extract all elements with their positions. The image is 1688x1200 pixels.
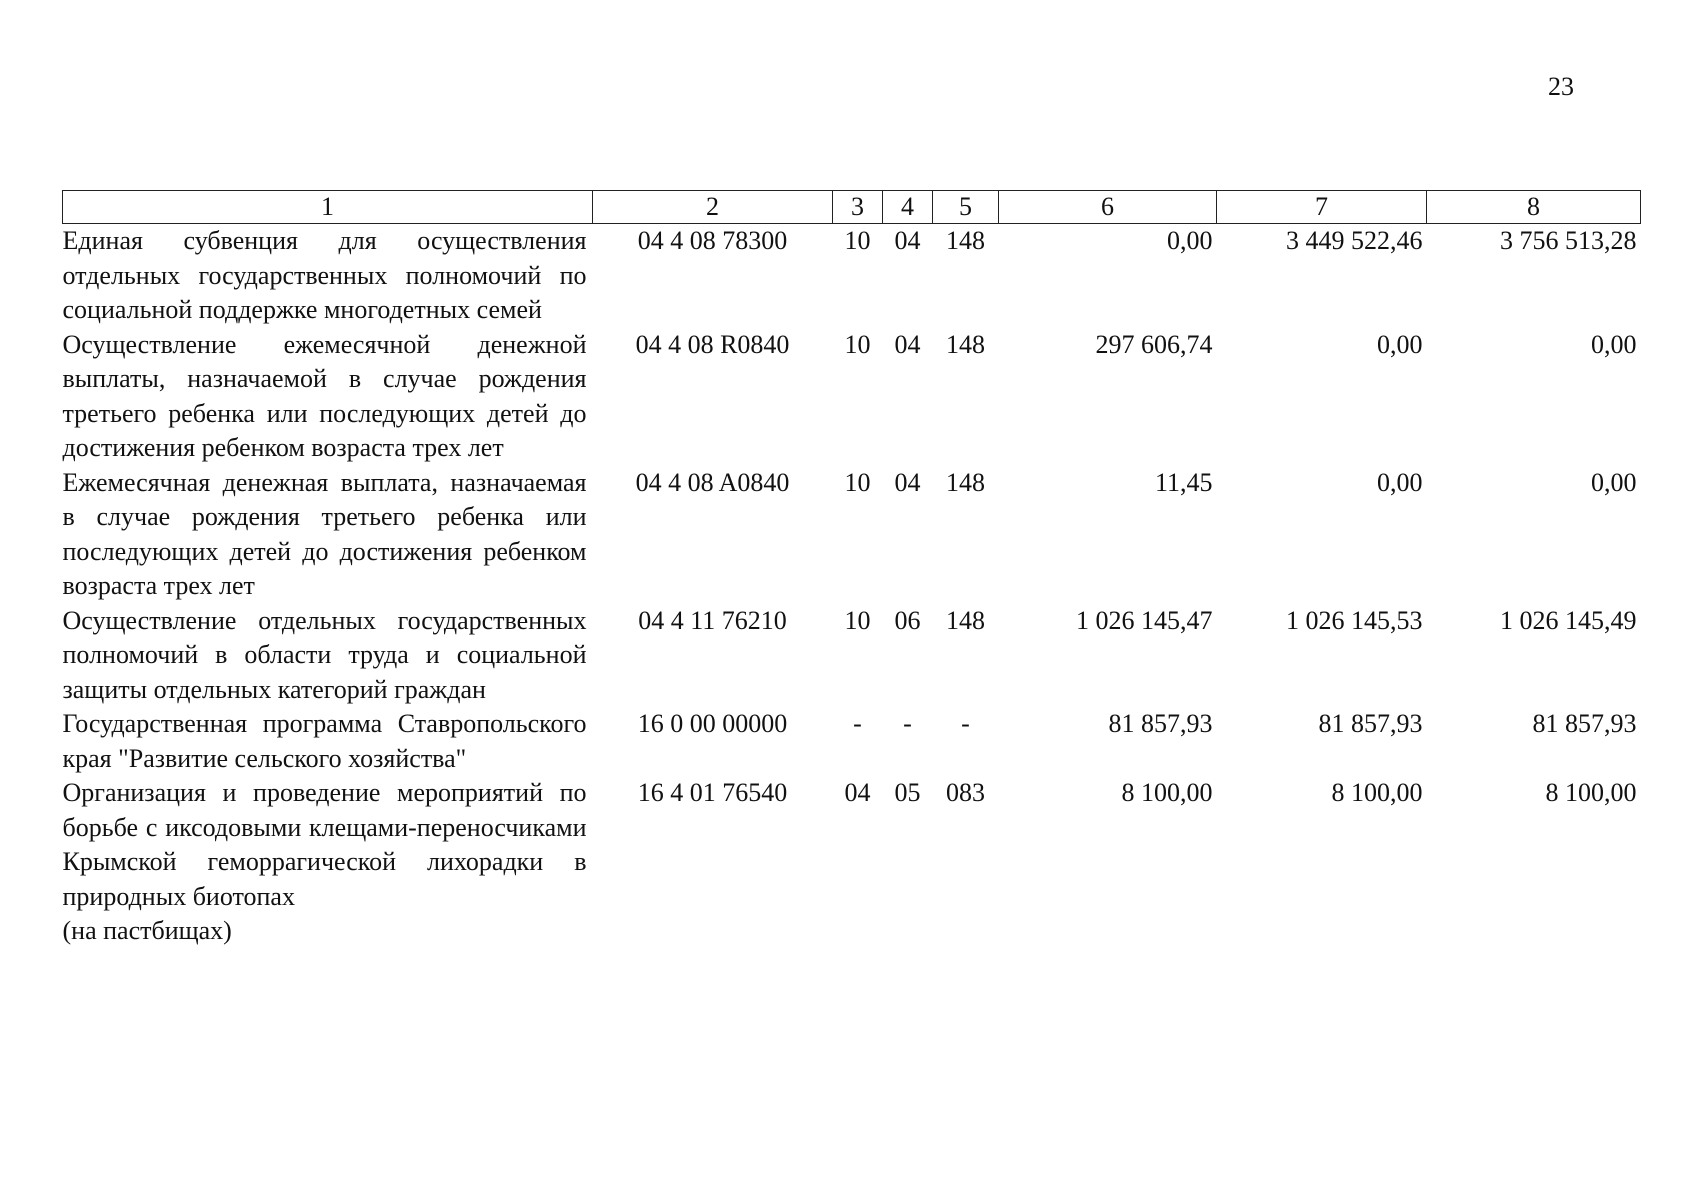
row-name: Ежемесячная денежная выплата, назначаемая в случае рождения третьего ребенка или последующих детей до достижения ребенком возраста трех лет xyxy=(62,467,587,600)
header-cell-4: 4 xyxy=(883,191,933,224)
row-col7: 8 100,00 xyxy=(1331,778,1423,807)
row-col3: 10 xyxy=(844,605,871,635)
row-col7: 1 026 145,53 xyxy=(1286,605,1423,635)
row-code: 16 0 00 00000 xyxy=(637,709,788,738)
row-name: Единая субвенция для осуществления отдельных государственных полномочий по социальной поддержке многодетных семей xyxy=(62,226,587,324)
row-col5: 148 xyxy=(946,329,985,359)
row-col4: 05 xyxy=(894,778,921,807)
row-col6: 11,45 xyxy=(1154,467,1213,497)
table-row xyxy=(63,776,1641,949)
row-col3: 10 xyxy=(844,467,871,497)
row-col6: 8 100,00 xyxy=(1121,778,1213,807)
row-col4: 06 xyxy=(894,605,921,635)
table-row xyxy=(63,328,1641,466)
header-cell-8: 8 xyxy=(1427,191,1641,224)
row-col4: 04 xyxy=(894,467,921,497)
page-number: 23 xyxy=(1548,72,1574,101)
row-code: 04 4 11 76210 xyxy=(638,605,787,635)
row-col5: 148 xyxy=(946,605,985,635)
row-code: 04 4 08 78300 xyxy=(637,226,788,255)
header-cell-6: 6 xyxy=(999,191,1217,224)
row-col6: 1 026 145,47 xyxy=(1076,605,1213,635)
header-cell-7: 7 xyxy=(1217,191,1427,224)
row-col8: 0,00 xyxy=(1591,329,1637,359)
row-name: Осуществление ежемесячной денежной выплаты, назначаемой в случае рождения третьего ребенка или последующих детей до достижения ребенком возраста трех лет xyxy=(62,329,587,462)
row-col8: 0,00 xyxy=(1591,467,1637,497)
table-row xyxy=(63,604,1641,708)
row-code: 04 4 08 A0840 xyxy=(635,467,790,497)
row-col7: 0,00 xyxy=(1377,467,1423,497)
header-row xyxy=(63,191,1641,224)
row-name: Осуществление отдельных государственных полномочий в области труда и социальной защиты отдельных категорий граждан xyxy=(62,605,587,704)
row-col3: 04 xyxy=(844,778,871,807)
row-col4: 04 xyxy=(894,226,921,255)
row-col5: 148 xyxy=(946,467,985,497)
table-row xyxy=(63,707,1641,776)
row-col8: 1 026 145,49 xyxy=(1500,605,1637,635)
row-col4: - xyxy=(903,709,912,738)
row-col8: 81 857,93 xyxy=(1532,709,1637,738)
row-code: 16 4 01 76540 xyxy=(637,778,788,807)
row-col6: 297 606,74 xyxy=(1095,329,1213,359)
header-cell-1: 1 xyxy=(63,191,593,224)
row-col3: - xyxy=(853,709,862,738)
budget-table xyxy=(62,190,1641,949)
row-col8: 8 100,00 xyxy=(1545,778,1637,807)
row-col4: 04 xyxy=(894,329,921,359)
row-name-cell xyxy=(63,776,593,949)
row-col5: - xyxy=(961,709,970,738)
row-col5: 083 xyxy=(946,778,985,807)
row-col7: 81 857,93 xyxy=(1318,709,1423,738)
table-row xyxy=(63,224,1641,328)
header-cell-3: 3 xyxy=(833,191,883,224)
row-col6: 0,00 xyxy=(1167,226,1213,255)
row-col7: 3 449 522,46 xyxy=(1286,226,1423,255)
header-cell-2: 2 xyxy=(593,191,833,224)
row-col3: 10 xyxy=(844,329,871,359)
row-col3: 10 xyxy=(844,226,871,255)
row-col7: 0,00 xyxy=(1377,329,1423,359)
row-col5: 148 xyxy=(946,226,985,255)
row-code: 04 4 08 R0840 xyxy=(635,329,790,359)
row-name-extra: (на пастбищах) xyxy=(62,916,232,945)
row-col8: 3 756 513,28 xyxy=(1500,226,1637,255)
row-col6: 81 857,93 xyxy=(1108,709,1213,738)
table-row xyxy=(63,466,1641,604)
header-cell-5: 5 xyxy=(933,191,999,224)
row-name: Организация и проведение мероприятий по борьбе с иксодовыми клещами-переносчиками Крымской геморрагической лихорадки в природных биотопах xyxy=(62,778,587,911)
row-name: Государственная программа Ставропольского края "Развитие сельского хозяйства" xyxy=(62,709,587,773)
